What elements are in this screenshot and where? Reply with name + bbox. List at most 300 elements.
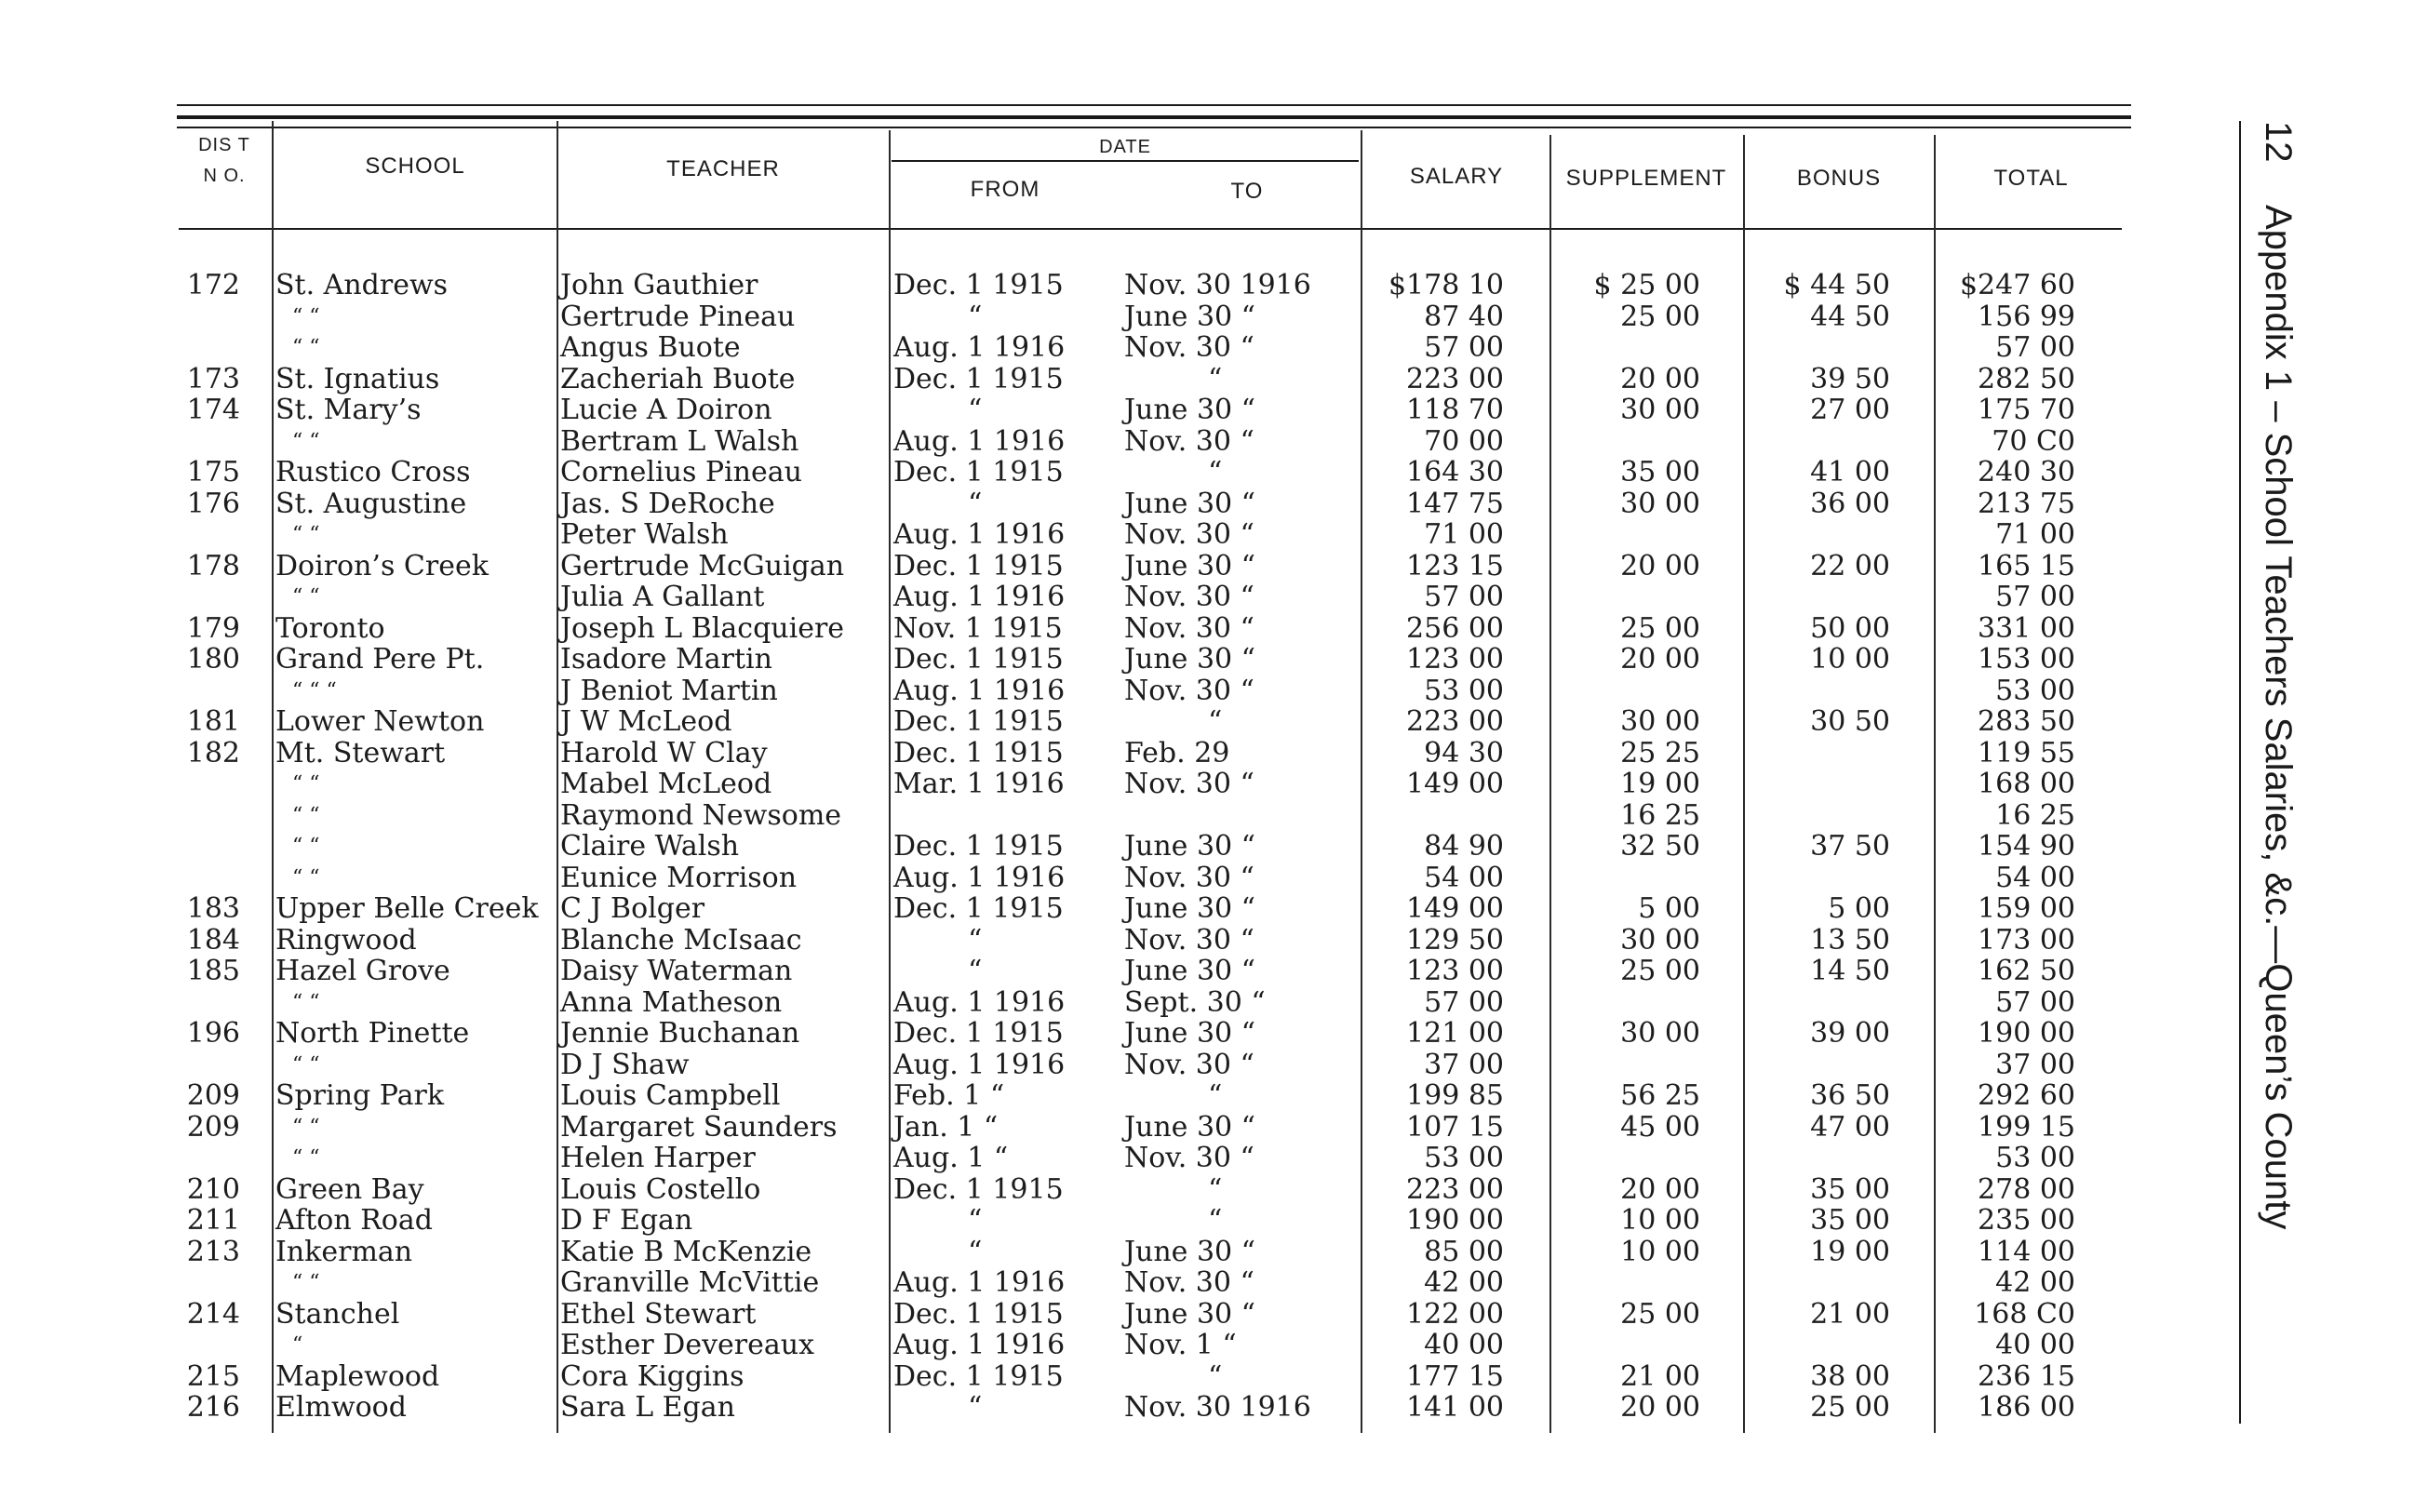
bonus-cell: 22 00 [1810, 549, 1890, 582]
supplement-cell: 30 00 [1620, 394, 1700, 426]
teacher-cell: Bertram L Walsh [560, 424, 799, 458]
date-to-cell: Nov. 30 “ [1124, 923, 1254, 957]
date-to-cell: June 30 “ [1124, 955, 1256, 987]
salary-cell: 94 30 [1424, 736, 1504, 769]
date-to-cell: Nov. 30 “ [1124, 518, 1254, 551]
table-row [0, 706, 2428, 737]
date-from-cell: Jan. 1 “ [893, 1110, 999, 1144]
teacher-cell: J Beniot Martin [560, 674, 778, 707]
dist-no-cell: 173 [186, 362, 240, 395]
date-to-cell: Nov. 30 “ [1124, 581, 1254, 613]
salary-cell: 57 00 [1424, 581, 1504, 613]
bonus-cell: 41 00 [1810, 456, 1890, 488]
page-number: 12 [2258, 121, 2299, 163]
supplement-cell: 25 00 [1620, 1297, 1700, 1331]
dist-no-cell: 175 [186, 456, 240, 488]
total-cell: 156 99 [1978, 300, 2075, 333]
bonus-cell: 35 00 [1810, 1204, 1890, 1237]
dist-no-cell: 214 [186, 1297, 240, 1331]
table-row [0, 1330, 2428, 1360]
school-cell: Lower Newton [275, 705, 485, 738]
supplement-cell: 25 00 [1620, 300, 1700, 333]
total-cell: 57 00 [1995, 985, 2075, 1019]
date-from-cell: Dec. 1 1915 [893, 1172, 1064, 1206]
salary-cell: 223 00 [1406, 1172, 1504, 1206]
date-to-cell: June 30 “ [1124, 643, 1256, 676]
total-cell: 54 00 [1995, 861, 2075, 894]
date-to-cell: Nov. 30 1916 [1124, 1391, 1311, 1424]
table-row [0, 613, 2428, 644]
salary-cell: 223 00 [1406, 705, 1504, 738]
table-row [0, 800, 2428, 831]
school-cell: “ [292, 1333, 303, 1357]
date-subheader-rule [892, 160, 1359, 162]
school-cell: “ “ [292, 523, 320, 546]
table-row [0, 1361, 2428, 1392]
total-cell: 57 00 [1995, 331, 2075, 364]
date-from-cell: “ [968, 1204, 983, 1237]
date-from-cell: Dec. 1 1915 [893, 269, 1064, 301]
salary-cell: 149 00 [1406, 892, 1504, 925]
salary-cell: 57 00 [1424, 985, 1504, 1019]
supplement-cell: 20 00 [1620, 1172, 1700, 1206]
date-to-cell: Nov. 30 “ [1124, 1266, 1254, 1299]
date-to-cell: Nov. 30 “ [1124, 611, 1254, 645]
dist-no-cell: 174 [186, 394, 240, 426]
supplement-cell: 30 00 [1620, 923, 1700, 957]
header-teacher: TEACHER [666, 156, 780, 181]
salary-cell: 40 00 [1424, 1329, 1504, 1361]
teacher-cell: D J Shaw [560, 1048, 690, 1081]
teacher-cell: Harold W Clay [560, 736, 768, 769]
total-cell: 236 15 [1978, 1359, 2075, 1393]
table-row [0, 1392, 2428, 1423]
side-heading [2250, 121, 2306, 1349]
dist-no-cell: 178 [186, 549, 240, 582]
salary-cell: 54 00 [1424, 861, 1504, 894]
date-from-cell: Aug. 1 1916 [893, 1329, 1066, 1361]
total-cell: 199 15 [1978, 1110, 2075, 1144]
teacher-cell: Louis Campbell [560, 1079, 781, 1112]
dist-no-cell: 183 [186, 892, 240, 925]
date-to-cell: Nov. 30 “ [1124, 331, 1254, 364]
school-cell: Green Bay [275, 1172, 424, 1206]
school-cell: North Pinette [275, 1017, 470, 1050]
date-from-cell: Dec. 1 1915 [893, 1359, 1064, 1393]
school-cell: St. Mary’s [275, 394, 422, 426]
total-cell: 53 00 [1995, 674, 2075, 707]
supplement-cell: 30 00 [1620, 705, 1700, 738]
total-cell: 190 00 [1978, 1017, 2075, 1050]
date-from-cell: Dec. 1 1915 [893, 549, 1064, 582]
date-to-cell: Nov. 30 “ [1124, 1048, 1254, 1081]
date-to-cell: June 30 “ [1124, 487, 1256, 520]
table-row [0, 457, 2428, 488]
teacher-cell: Lucie A Doiron [560, 394, 772, 426]
dist-no-cell: 215 [186, 1359, 240, 1393]
salary-cell: 37 00 [1424, 1048, 1504, 1081]
date-to-cell: Feb. 29 [1124, 736, 1230, 769]
salary-cell: 87 40 [1424, 300, 1504, 333]
supplement-cell: 56 25 [1620, 1079, 1700, 1112]
salary-cell: 85 00 [1424, 1235, 1504, 1268]
salary-cell: 53 00 [1424, 1142, 1504, 1174]
teacher-cell: C J Bolger [560, 892, 705, 925]
supplement-cell: 20 00 [1620, 1391, 1700, 1424]
teacher-cell: Margaret Saunders [560, 1110, 838, 1144]
total-cell: 57 00 [1995, 581, 2075, 613]
teacher-cell: Helen Harper [560, 1142, 756, 1174]
date-from-cell: Dec. 1 1915 [893, 1017, 1064, 1050]
teacher-cell: J W McLeod [560, 705, 732, 738]
total-cell: 283 50 [1978, 705, 2075, 738]
date-to-cell: “ [1208, 456, 1223, 488]
teacher-cell: Zacheriah Buote [560, 362, 796, 395]
date-from-cell: Aug. 1 1916 [893, 674, 1066, 707]
supplement-cell: 25 00 [1620, 611, 1700, 645]
dist-no-cell: 196 [186, 1017, 240, 1050]
dist-no-cell: 209 [186, 1110, 240, 1144]
school-cell: St. Andrews [275, 269, 449, 301]
header-date: DATE [1099, 137, 1151, 157]
table-row [0, 956, 2428, 986]
bonus-cell: 30 50 [1810, 705, 1890, 738]
table-row [0, 1237, 2428, 1267]
table-row [0, 925, 2428, 956]
bonus-cell: 21 00 [1810, 1297, 1890, 1331]
date-to-cell: “ [1208, 1359, 1223, 1393]
total-cell: 282 50 [1978, 362, 2075, 395]
salary-cell: 53 00 [1424, 674, 1504, 707]
date-from-cell: “ [968, 394, 983, 426]
header-salary: SALARY [1409, 164, 1504, 189]
school-cell: “ “ [292, 1146, 320, 1170]
school-cell: Spring Park [275, 1079, 444, 1112]
school-cell: “ “ [292, 835, 320, 858]
date-to-cell: “ [1208, 362, 1223, 395]
bonus-cell: 27 00 [1810, 394, 1890, 426]
date-to-cell: Nov. 30 “ [1124, 768, 1254, 800]
salary-cell: 70 00 [1424, 424, 1504, 458]
table-row [0, 676, 2428, 706]
salary-cell: 223 00 [1406, 362, 1504, 395]
dist-no-cell: 181 [186, 705, 240, 738]
total-cell: 165 15 [1978, 549, 2075, 582]
date-to-cell: “ [1208, 1079, 1223, 1112]
date-to-cell: Nov. 30 “ [1124, 424, 1254, 458]
header-supplement: SUPPLEMENT [1565, 166, 1727, 191]
date-from-cell: “ [968, 300, 983, 333]
table-row [0, 332, 2428, 363]
date-to-cell: Nov. 30 “ [1124, 1142, 1254, 1174]
total-cell: 162 50 [1978, 955, 2075, 987]
date-from-cell: “ [968, 1391, 983, 1424]
bonus-cell: $ 44 50 [1783, 269, 1890, 301]
dist-no-cell: 184 [186, 923, 240, 957]
date-from-cell: Aug. 1 1916 [893, 861, 1066, 894]
total-cell: 70 C0 [1992, 424, 2075, 458]
table-row [0, 488, 2428, 519]
table-row [0, 893, 2428, 924]
table-row [0, 582, 2428, 612]
dist-no-cell: 209 [186, 1079, 240, 1112]
school-cell: “ “ [292, 429, 320, 453]
table-row [0, 1112, 2428, 1143]
top-rule-thick [177, 115, 2131, 119]
bonus-cell: 25 00 [1810, 1391, 1890, 1424]
school-cell: Doiron’s Creek [275, 549, 489, 582]
total-cell: 240 30 [1978, 456, 2075, 488]
total-cell: 114 00 [1978, 1235, 2075, 1268]
date-from-cell: Aug. 1 1916 [893, 581, 1066, 613]
total-cell: 168 C0 [1974, 1297, 2075, 1331]
supplement-cell: $ 25 00 [1593, 269, 1700, 301]
header-bonus: BONUS [1796, 166, 1882, 191]
teacher-cell: Sara L Egan [560, 1391, 735, 1424]
supplement-cell: 32 50 [1620, 830, 1700, 863]
teacher-cell: Cora Kiggins [560, 1359, 744, 1393]
date-from-cell: Aug. 1 1916 [893, 985, 1066, 1019]
teacher-cell: Gertrude Pineau [560, 300, 796, 333]
table-row [0, 1205, 2428, 1236]
salary-cell: 129 50 [1406, 923, 1504, 957]
date-from-cell: Mar. 1 1916 [893, 768, 1065, 800]
supplement-cell: 35 00 [1620, 456, 1700, 488]
salary-cell: 177 15 [1406, 1359, 1504, 1393]
table-row [0, 519, 2428, 550]
date-from-cell: Aug. 1 1916 [893, 424, 1066, 458]
teacher-cell: Ethel Stewart [560, 1297, 757, 1331]
header-dist-line2: N O. [203, 166, 246, 186]
date-from-cell: Aug. 1 1916 [893, 1048, 1066, 1081]
salary-cell: 190 00 [1406, 1204, 1504, 1237]
top-rule-lower [177, 127, 2131, 128]
teacher-cell: Jas. S DeRoche [560, 487, 775, 520]
bonus-cell: 35 00 [1810, 1172, 1890, 1206]
total-cell: 16 25 [1995, 798, 2075, 832]
salary-cell: 164 30 [1406, 456, 1504, 488]
total-cell: 42 00 [1995, 1266, 2075, 1299]
supplement-cell: 5 00 [1638, 892, 1700, 925]
total-cell: 186 00 [1978, 1391, 2075, 1424]
supplement-cell: 20 00 [1620, 549, 1700, 582]
bonus-cell: 19 00 [1810, 1235, 1890, 1268]
school-cell: “ “ [292, 990, 320, 1014]
date-from-cell: Dec. 1 1915 [893, 643, 1064, 676]
school-cell: Inkerman [275, 1235, 413, 1268]
date-from-cell: “ [968, 1235, 983, 1268]
teacher-cell: D F Egan [560, 1204, 693, 1237]
school-cell: “ “ [292, 1271, 320, 1294]
total-cell: 173 00 [1978, 923, 2075, 957]
date-from-cell: Aug. 1 1916 [893, 518, 1066, 551]
table-row [0, 1299, 2428, 1330]
date-from-cell: Dec. 1 1915 [893, 736, 1064, 769]
date-to-cell: Nov. 30 1916 [1124, 269, 1311, 301]
date-to-cell: June 30 “ [1124, 892, 1256, 925]
salary-cell: 121 00 [1406, 1017, 1504, 1050]
date-to-cell: Nov. 1 “ [1124, 1329, 1237, 1361]
dist-no-cell: 176 [186, 487, 240, 520]
total-cell: 153 00 [1978, 643, 2075, 676]
date-from-cell: Nov. 1 1915 [893, 611, 1063, 645]
bonus-cell: 5 00 [1828, 892, 1890, 925]
teacher-cell: Angus Buote [560, 331, 741, 364]
table-row [0, 644, 2428, 675]
school-cell: St. Ignatius [275, 362, 440, 395]
salary-cell: 123 00 [1406, 643, 1504, 676]
bonus-cell: 47 00 [1810, 1110, 1890, 1144]
table-row [0, 987, 2428, 1018]
bonus-cell: 36 50 [1810, 1079, 1890, 1112]
school-cell: “ “ [292, 585, 320, 609]
table-row [0, 1050, 2428, 1080]
date-from-cell: Aug. 1 1916 [893, 1266, 1066, 1299]
total-cell: 71 00 [1995, 518, 2075, 551]
school-cell: Upper Belle Creek [275, 892, 539, 925]
total-cell: 37 00 [1995, 1048, 2075, 1081]
teacher-cell: Gertrude McGuigan [560, 549, 845, 582]
school-cell: Elmwood [275, 1391, 407, 1424]
dist-no-cell: 179 [186, 611, 240, 645]
date-to-cell: June 30 “ [1124, 1297, 1256, 1331]
school-cell: Ringwood [275, 923, 417, 957]
table-row [0, 1174, 2428, 1205]
salary-cell: 118 70 [1406, 394, 1504, 426]
date-to-cell: June 30 “ [1124, 300, 1256, 333]
school-cell: “ “ “ [292, 678, 337, 702]
date-to-cell: Nov. 30 “ [1124, 674, 1254, 707]
supplement-cell: 30 00 [1620, 487, 1700, 520]
total-cell: 119 55 [1978, 736, 2075, 769]
teacher-cell: Jennie Buchanan [560, 1017, 800, 1050]
dist-no-cell: 211 [186, 1204, 240, 1237]
total-cell: 331 00 [1978, 611, 2075, 645]
bonus-cell: 39 50 [1810, 362, 1890, 395]
date-to-cell: Nov. 30 “ [1124, 861, 1254, 894]
total-cell: 154 90 [1978, 830, 2075, 863]
header-dist-line1: DIS T [198, 135, 250, 155]
salary-cell: 149 00 [1406, 768, 1504, 800]
bonus-cell: 14 50 [1810, 955, 1890, 987]
dist-no-cell: 180 [186, 643, 240, 676]
salary-cell: 199 85 [1406, 1079, 1504, 1112]
teacher-cell: Louis Costello [560, 1172, 761, 1206]
bonus-cell: 44 50 [1810, 300, 1890, 333]
teacher-cell: Julia A Gallant [560, 581, 765, 613]
teacher-cell: Isadore Martin [560, 643, 772, 676]
salary-cell: 84 90 [1424, 830, 1504, 863]
supplement-cell: 25 00 [1620, 955, 1700, 987]
date-from-cell: Dec. 1 1915 [893, 362, 1064, 395]
total-cell: 53 00 [1995, 1142, 2075, 1174]
school-cell: Mt. Stewart [275, 736, 446, 769]
table-row [0, 395, 2428, 425]
total-cell: 278 00 [1978, 1172, 2075, 1206]
date-from-cell: Dec. 1 1915 [893, 705, 1064, 738]
school-cell: “ “ [292, 336, 320, 359]
salary-cell: 147 75 [1406, 487, 1504, 520]
total-cell: $247 60 [1959, 269, 2075, 301]
bonus-cell: 36 00 [1810, 487, 1890, 520]
date-from-cell: Feb. 1 “ [893, 1079, 1005, 1112]
salary-cell: 71 00 [1424, 518, 1504, 551]
salary-cell: 256 00 [1406, 611, 1504, 645]
table-row [0, 863, 2428, 893]
salary-cell: $178 10 [1388, 269, 1504, 301]
table-row [0, 301, 2428, 332]
table-row [0, 769, 2428, 799]
school-cell: Rustico Cross [275, 456, 471, 488]
date-from-cell: “ [968, 955, 983, 987]
table-row [0, 1018, 2428, 1049]
teacher-cell: Granville McVittie [560, 1266, 820, 1299]
date-to-cell: “ [1208, 705, 1223, 738]
date-from-cell: Aug. 1 “ [893, 1142, 1009, 1174]
header-total: TOTAL [1993, 166, 2069, 191]
bonus-cell: 10 00 [1810, 643, 1890, 676]
salary-cell: 42 00 [1424, 1266, 1504, 1299]
table-row [0, 364, 2428, 395]
supplement-cell: 10 00 [1620, 1204, 1700, 1237]
date-to-cell: June 30 “ [1124, 394, 1256, 426]
date-from-cell: Dec. 1 1915 [893, 892, 1064, 925]
table-row [0, 551, 2428, 582]
total-cell: 175 70 [1978, 394, 2075, 426]
dist-no-cell: 210 [186, 1172, 240, 1206]
date-to-cell: June 30 “ [1124, 1110, 1256, 1144]
date-from-cell: Aug. 1 1916 [893, 331, 1066, 364]
school-cell: Hazel Grove [275, 955, 450, 987]
total-cell: 159 00 [1978, 892, 2075, 925]
dist-no-cell: 216 [186, 1391, 240, 1424]
teacher-cell: Mabel McLeod [560, 768, 772, 800]
header-from: FROM [970, 177, 1040, 202]
dist-no-cell: 185 [186, 955, 240, 987]
table-row [0, 1267, 2428, 1298]
school-cell: “ “ [292, 772, 320, 796]
teacher-cell: Claire Walsh [560, 830, 740, 863]
teacher-cell: Raymond Newsome [560, 798, 842, 832]
teacher-cell: Joseph L Blacquiere [560, 611, 845, 645]
supplement-cell: 25 25 [1620, 736, 1700, 769]
total-cell: 40 00 [1995, 1329, 2075, 1361]
school-cell: “ “ [292, 1115, 320, 1139]
total-cell: 213 75 [1978, 487, 2075, 520]
school-cell: Stanchel [275, 1297, 400, 1331]
supplement-cell: 20 00 [1620, 643, 1700, 676]
school-cell: St. Augustine [275, 487, 467, 520]
teacher-cell: Cornelius Pineau [560, 456, 802, 488]
dist-no-cell: 182 [186, 736, 240, 769]
date-to-cell: June 30 “ [1124, 1235, 1256, 1268]
total-cell: 292 60 [1978, 1079, 2075, 1112]
bonus-cell: 50 00 [1810, 611, 1890, 645]
table-row [0, 1143, 2428, 1173]
supplement-cell: 45 00 [1620, 1110, 1700, 1144]
school-cell: Afton Road [275, 1204, 433, 1237]
header-to: TO [1230, 179, 1264, 204]
date-to-cell: Sept. 30 “ [1124, 985, 1266, 1019]
date-to-cell: “ [1208, 1204, 1223, 1237]
salary-cell: 122 00 [1406, 1297, 1504, 1331]
date-from-cell: Dec. 1 1915 [893, 456, 1064, 488]
teacher-cell: John Gauthier [560, 269, 758, 301]
salary-cell: 57 00 [1424, 331, 1504, 364]
teacher-cell: Eunice Morrison [560, 861, 798, 894]
teacher-cell: Anna Matheson [560, 985, 783, 1019]
teacher-cell: Blanche McIsaac [560, 923, 802, 957]
